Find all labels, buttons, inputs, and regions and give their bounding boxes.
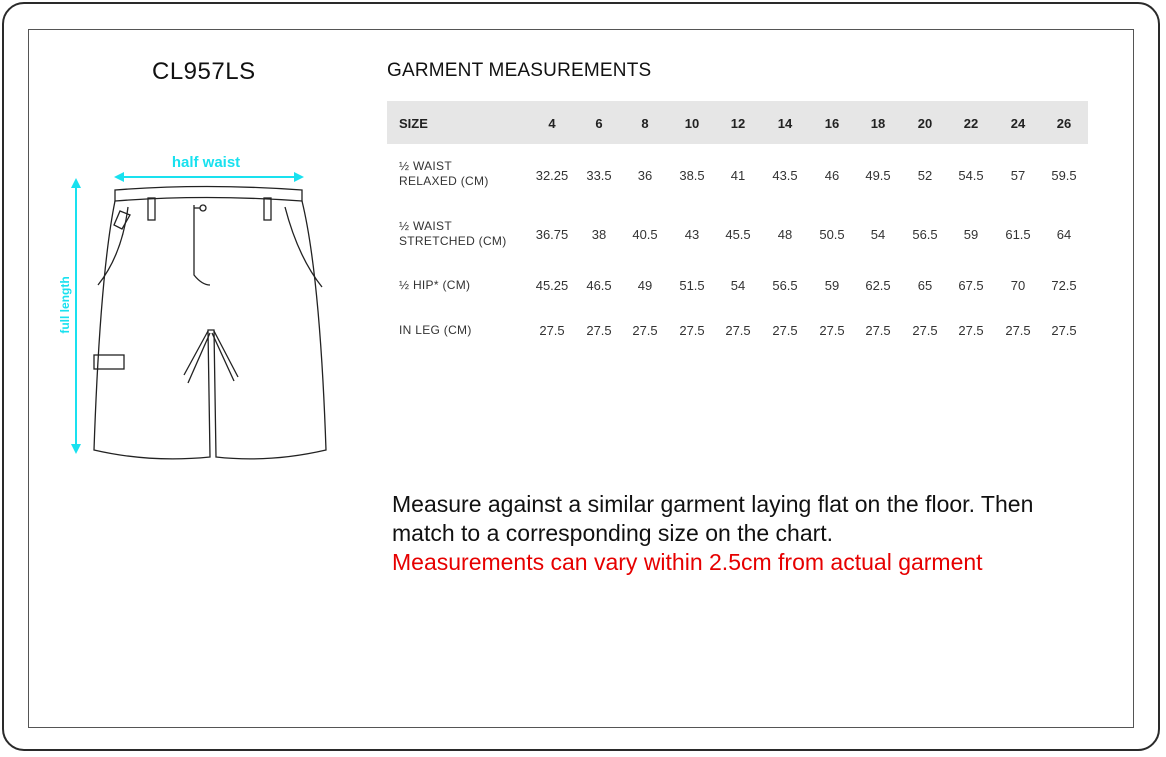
- table-cell: 27.5: [539, 323, 565, 338]
- table-cell: 27.5: [958, 323, 984, 338]
- table-row: [387, 144, 1088, 202]
- table-cell: 33.5: [586, 168, 612, 183]
- size-4: 4: [548, 116, 556, 131]
- table-cell: 72.5: [1051, 278, 1077, 293]
- size-8: 8: [641, 116, 649, 131]
- row-label: ½ WAIST RELAXED (CM): [399, 159, 489, 188]
- table-cell: 48: [777, 227, 793, 242]
- table-cell: 41: [730, 168, 746, 183]
- size-20: 20: [917, 116, 933, 131]
- table-cell: 46.5: [586, 278, 612, 293]
- table-header-row: [387, 101, 1088, 144]
- table-cell: 43.5: [772, 168, 798, 183]
- table-cell: 61.5: [1005, 227, 1031, 242]
- size-18: 18: [870, 116, 886, 131]
- table-cell: 45.25: [535, 278, 569, 293]
- table-cell: 38: [591, 227, 607, 242]
- table-cell: 51.5: [679, 278, 705, 293]
- table-cell: 45.5: [725, 227, 751, 242]
- full-length-label: full length: [58, 276, 72, 334]
- table-cell: 56.5: [912, 227, 938, 242]
- note-line-1: Measure against a similar garment laying flat on the floor. Then: [392, 491, 1034, 517]
- table-cell: 54: [730, 278, 746, 293]
- shorts-outline: [94, 187, 326, 459]
- row-label: ½ WAIST STRETCHED (CM): [399, 219, 507, 248]
- table-cell: 62.5: [865, 278, 891, 293]
- table-cell: 46: [824, 168, 840, 183]
- table-cell: 27.5: [1005, 323, 1031, 338]
- measurement-note: [392, 490, 1112, 577]
- table-cell: 59: [824, 278, 840, 293]
- table-cell: 27.5: [912, 323, 938, 338]
- table-cell: 27.5: [1051, 323, 1077, 338]
- size-14: 14: [777, 116, 793, 131]
- size-header-label: SIZE: [399, 116, 428, 131]
- table-cell: 59: [963, 227, 979, 242]
- measurement-table: [387, 101, 1088, 345]
- table-cell: 49.5: [865, 168, 891, 183]
- shorts-diagram: [50, 145, 340, 470]
- table-cell: 70: [1010, 278, 1026, 293]
- row-label: IN LEG (CM): [399, 323, 472, 337]
- size-10: 10: [684, 116, 700, 131]
- table-cell: 52: [917, 168, 933, 183]
- table-cell: 27.5: [725, 323, 751, 338]
- full-length-arrow: [71, 178, 81, 454]
- size-16: 16: [824, 116, 840, 131]
- table-cell: 27.5: [865, 323, 891, 338]
- size-24: 24: [1010, 116, 1026, 131]
- table-cell: 57: [1010, 168, 1026, 183]
- size-22: 22: [963, 116, 979, 131]
- table-row: [387, 202, 1088, 260]
- table-cell: 65: [917, 278, 933, 293]
- row-label: ½ HIP* (CM): [399, 278, 471, 292]
- table-cell: 40.5: [632, 227, 658, 242]
- table-cell: 27.5: [679, 323, 705, 338]
- product-code: CL957LS: [152, 58, 256, 85]
- table-cell: 43: [684, 227, 700, 242]
- table-cell: 27.5: [632, 323, 658, 338]
- table-cell: 32.25: [535, 168, 569, 183]
- size-12: 12: [730, 116, 746, 131]
- table-cell: 56.5: [772, 278, 798, 293]
- table-cell: 54.5: [958, 168, 984, 183]
- table-cell: 27.5: [819, 323, 845, 338]
- half-waist-label: half waist: [171, 154, 241, 171]
- table-row: [387, 305, 1088, 345]
- table-cell: 67.5: [958, 278, 984, 293]
- section-title: GARMENT MEASUREMENTS: [387, 60, 652, 81]
- table-cell: 27.5: [772, 323, 798, 338]
- size-26: 26: [1056, 116, 1072, 131]
- table-cell: 54: [870, 227, 886, 242]
- table-cell: 36: [637, 168, 653, 183]
- table-cell: 59.5: [1051, 168, 1077, 183]
- note-line-2: match to a corresponding size on the chart.: [392, 520, 834, 546]
- table-cell: 50.5: [819, 227, 845, 242]
- size-6: 6: [595, 116, 603, 131]
- table-row: [387, 260, 1088, 305]
- half-waist-arrow: [114, 172, 304, 182]
- table-cell: 27.5: [586, 323, 612, 338]
- table-cell: 64: [1056, 227, 1072, 242]
- table-cell: 38.5: [679, 168, 705, 183]
- table-cell: 49: [637, 278, 653, 293]
- table-cell: 36.75: [535, 227, 569, 242]
- variance-warning: Measurements can vary within 2.5cm from actual garment: [392, 549, 983, 575]
